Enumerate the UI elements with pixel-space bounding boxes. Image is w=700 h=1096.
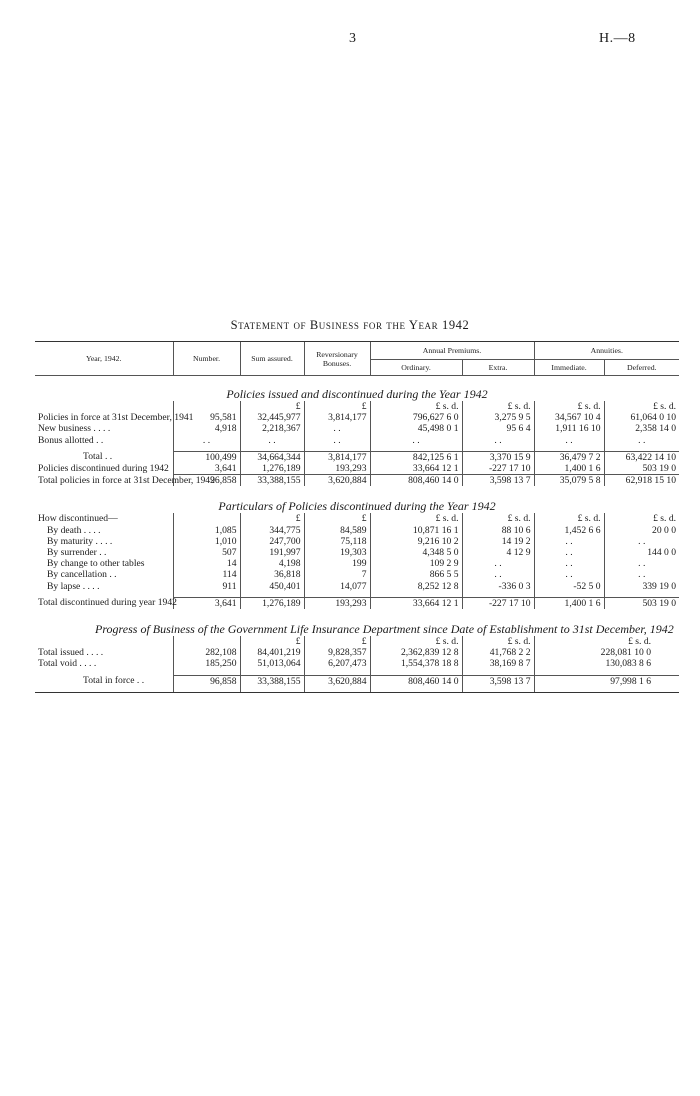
cell-number: 95,581 xyxy=(173,412,240,423)
cell-ordinary: 796,627 6 0 xyxy=(370,412,462,423)
row-label: Bonus allotted . . xyxy=(38,434,104,446)
header-deferred: Deferred. xyxy=(604,360,679,376)
cell-extra: 3,598 13 7 xyxy=(462,675,534,687)
cell-number: 96,858 xyxy=(173,475,240,487)
cell-extra: 3,370 15 9 xyxy=(462,451,534,463)
cell-sum-assured: 191,997 xyxy=(240,547,304,558)
cell-ordinary: 10,871 16 1 xyxy=(370,525,462,536)
unit-label: £ s. d. xyxy=(534,636,679,647)
cell-extra: 3,275 9 5 xyxy=(462,412,534,423)
cell-reversionary: 7 xyxy=(304,569,370,580)
row-label: Total discontinued during year 1942 xyxy=(38,597,177,609)
cell-ordinary: 45,498 0 1 xyxy=(370,423,462,434)
unit-label: £ xyxy=(240,513,304,524)
row-label: Policies discontinued during 1942 xyxy=(38,463,169,475)
page-reference: H.—8 xyxy=(599,31,636,46)
unit-label: £ xyxy=(304,636,370,647)
cell-reversionary: 3,814,177 xyxy=(304,412,370,423)
cell-sum-assured: 34,664,344 xyxy=(240,451,304,463)
unit-label: £ s. d. xyxy=(604,513,679,524)
cell-ordinary: 33,664 12 1 xyxy=(370,597,462,609)
cell-number: 3,641 xyxy=(173,597,240,609)
cell-number: 3,641 xyxy=(173,463,240,475)
header-ordinary: Ordinary. xyxy=(370,360,462,376)
unit-label: £ xyxy=(304,513,370,524)
cell-ordinary: 4,348 5 0 xyxy=(370,547,462,558)
cell-number: 507 xyxy=(173,547,240,558)
statement-title: Statement of Business for the Year 1942 xyxy=(230,318,470,332)
cell-extra: -227 17 10 xyxy=(462,463,534,475)
cell-ordinary: 1,554,378 18 8 xyxy=(370,658,462,669)
unit-label: £ s. d. xyxy=(462,636,534,647)
unit-label: £ xyxy=(304,401,370,412)
unit-label: £ s. d. xyxy=(370,513,462,524)
cell-reversionary: 3,620,884 xyxy=(304,675,370,687)
cell-annuities: 97,998 1 6 xyxy=(534,675,679,687)
unit-label: £ s. d. xyxy=(534,513,604,524)
cell-ordinary: 808,460 14 0 xyxy=(370,675,462,687)
table-row xyxy=(35,412,679,423)
header-annuities: Annuities. xyxy=(534,342,679,360)
cell-immediate: 1,400 1 6 xyxy=(534,597,604,609)
table-row xyxy=(35,536,679,547)
cell-ordinary: 866 5 5 xyxy=(370,569,462,580)
statement-table xyxy=(35,341,679,693)
cell-immediate: 34,567 10 4 xyxy=(534,412,604,423)
header-year: Year, 1942. xyxy=(35,342,173,376)
header-number: Number. xyxy=(173,342,240,376)
table-row xyxy=(35,463,679,475)
table-row xyxy=(35,675,679,687)
table-row xyxy=(35,569,679,580)
cell-extra: -227 17 10 xyxy=(462,597,534,609)
cell-deferred: 63,422 14 10 xyxy=(604,451,679,463)
cell-reversionary: 193,293 xyxy=(304,597,370,609)
cell-immediate: 1,400 1 6 xyxy=(534,463,604,475)
cell-extra: 14 19 2 xyxy=(462,536,534,547)
section1-title: Policies issued and discontinued during the Year 1942 xyxy=(226,387,488,401)
page-number: 3 xyxy=(349,31,356,46)
cell-extra: 88 10 6 xyxy=(462,525,534,536)
cell-extra: -336 0 3 xyxy=(462,581,534,592)
cell-annuities: 228,081 10 0 xyxy=(534,647,679,658)
cell-sum-assured: 450,401 xyxy=(240,581,304,592)
cell-reversionary: 84,589 xyxy=(304,525,370,536)
cell-ordinary: 33,664 12 1 xyxy=(370,463,462,475)
unit-label: £ s. d. xyxy=(462,513,534,524)
cell-extra: . . xyxy=(462,569,534,580)
header-reversionary-bonuses: Reversionary Bonuses. xyxy=(304,342,370,376)
cell-immediate: . . xyxy=(534,569,604,580)
table-row xyxy=(35,435,679,446)
cell-reversionary: 9,828,357 xyxy=(304,647,370,658)
section3-title: Progress of Business of the Government Life Insurance Department since Date of Establishment to 31st December, 1942 xyxy=(95,622,674,637)
cell-reversionary: 3,814,177 xyxy=(304,451,370,463)
cell-immediate: . . xyxy=(534,435,604,446)
table-row xyxy=(35,647,679,658)
section2-title: Particulars of Policies discontinued during the Year 1942 xyxy=(218,499,496,514)
row-label: By change to other tables xyxy=(47,558,145,570)
row-label: Total void . . . . xyxy=(38,658,97,670)
cell-deferred: 339 19 0 xyxy=(604,581,679,592)
cell-ordinary: 842,125 6 1 xyxy=(370,451,462,463)
cell-deferred: 503 19 0 xyxy=(604,463,679,475)
table-row xyxy=(35,547,679,558)
unit-label: £ xyxy=(240,401,304,412)
cell-number: 1,085 xyxy=(173,525,240,536)
table-row xyxy=(35,581,679,592)
cell-extra: 4 12 9 xyxy=(462,547,534,558)
cell-annuities: 130,083 8 6 xyxy=(534,658,679,669)
cell-deferred: 20 0 0 xyxy=(604,525,679,536)
table-row xyxy=(35,525,679,536)
cell-deferred: 503 19 0 xyxy=(604,597,679,609)
cell-sum-assured: 4,198 xyxy=(240,558,304,569)
cell-ordinary: . . xyxy=(370,435,462,446)
cell-deferred: 61,064 0 10 xyxy=(604,412,679,423)
cell-reversionary: . . xyxy=(304,423,370,434)
cell-ordinary: 8,252 12 8 xyxy=(370,581,462,592)
cell-deferred: 2,358 14 0 xyxy=(604,423,679,434)
cell-extra: 38,169 8 7 xyxy=(462,658,534,669)
table-row xyxy=(35,597,679,609)
cell-sum-assured: . . xyxy=(240,435,304,446)
unit-label: £ xyxy=(240,636,304,647)
cell-reversionary: 6,207,473 xyxy=(304,658,370,669)
cell-extra: 95 6 4 xyxy=(462,423,534,434)
cell-reversionary: 19,303 xyxy=(304,547,370,558)
row-label: Total issued . . . . xyxy=(38,647,104,659)
cell-immediate: 35,079 5 8 xyxy=(534,475,604,487)
header-extra: Extra. xyxy=(462,360,534,376)
cell-deferred: . . xyxy=(604,558,679,569)
row-label: By surrender . . xyxy=(47,547,107,559)
cell-sum-assured: 33,388,155 xyxy=(240,475,304,487)
cell-extra: 41,768 2 2 xyxy=(462,647,534,658)
row-label: By death . . . . xyxy=(47,524,101,536)
cell-number: . . xyxy=(173,435,240,446)
cell-ordinary: 2,362,839 12 8 xyxy=(370,647,462,658)
cell-number: 100,499 xyxy=(173,451,240,463)
cell-reversionary: 75,118 xyxy=(304,536,370,547)
cell-deferred: . . xyxy=(604,536,679,547)
row-label: Total . . xyxy=(83,451,113,463)
unit-label: £ s. d. xyxy=(604,401,679,412)
cell-reversionary: 199 xyxy=(304,558,370,569)
cell-deferred: 62,918 15 10 xyxy=(604,475,679,487)
cell-sum-assured: 51,013,064 xyxy=(240,658,304,669)
row-label: Policies in force at 31st December, 1941 xyxy=(38,412,194,424)
unit-label: £ s. d. xyxy=(370,636,462,647)
cell-sum-assured: 1,276,189 xyxy=(240,597,304,609)
header-annual-premiums: Annual Premiums. xyxy=(370,342,534,360)
unit-label: £ s. d. xyxy=(370,401,462,412)
cell-ordinary: 109 2 9 xyxy=(370,558,462,569)
cell-number: 911 xyxy=(173,581,240,592)
cell-immediate: -52 5 0 xyxy=(534,581,604,592)
cell-reversionary: . . xyxy=(304,435,370,446)
cell-number: 14 xyxy=(173,558,240,569)
cell-sum-assured: 84,401,219 xyxy=(240,647,304,658)
row-label: Total policies in force at 31st December, 1942 xyxy=(38,474,215,486)
cell-immediate: . . xyxy=(534,536,604,547)
header-sum-assured: Sum assured. xyxy=(240,342,304,376)
cell-extra: . . xyxy=(462,435,534,446)
table-row xyxy=(35,558,679,569)
cell-sum-assured: 33,388,155 xyxy=(240,675,304,687)
cell-number: 282,108 xyxy=(173,647,240,658)
cell-ordinary: 808,460 14 0 xyxy=(370,475,462,487)
cell-deferred: 144 0 0 xyxy=(604,547,679,558)
cell-number: 96,858 xyxy=(173,675,240,687)
row-label: By lapse . . . . xyxy=(47,580,100,592)
cell-reversionary: 14,077 xyxy=(304,581,370,592)
cell-ordinary: 9,216 10 2 xyxy=(370,536,462,547)
cell-sum-assured: 32,445,977 xyxy=(240,412,304,423)
cell-reversionary: 3,620,884 xyxy=(304,475,370,487)
table-row xyxy=(35,451,679,463)
row-label: By cancellation . . xyxy=(47,569,117,581)
row-label: Total in force . . xyxy=(83,675,145,687)
cell-reversionary: 193,293 xyxy=(304,463,370,475)
table-row xyxy=(35,475,679,487)
cell-number: 1,010 xyxy=(173,536,240,547)
row-label: By maturity . . . . xyxy=(47,535,113,547)
cell-sum-assured: 1,276,189 xyxy=(240,463,304,475)
header-immediate: Immediate. xyxy=(534,360,604,376)
cell-sum-assured: 344,775 xyxy=(240,525,304,536)
table-row xyxy=(35,658,679,669)
cell-extra: 3,598 13 7 xyxy=(462,475,534,487)
cell-deferred: . . xyxy=(604,435,679,446)
cell-sum-assured: 247,700 xyxy=(240,536,304,547)
cell-immediate: 1,911 16 10 xyxy=(534,423,604,434)
row-label: New business . . . . xyxy=(38,423,111,435)
cell-immediate: 1,452 6 6 xyxy=(534,525,604,536)
table-row xyxy=(35,423,679,434)
unit-label: £ s. d. xyxy=(462,401,534,412)
cell-number: 114 xyxy=(173,569,240,580)
how-discontinued-heading: How discontinued— xyxy=(38,513,118,525)
cell-extra: . . xyxy=(462,558,534,569)
cell-immediate: . . xyxy=(534,558,604,569)
cell-immediate: . . xyxy=(534,547,604,558)
cell-number: 4,918 xyxy=(173,423,240,434)
cell-sum-assured: 2,218,367 xyxy=(240,423,304,434)
cell-sum-assured: 36,818 xyxy=(240,569,304,580)
cell-immediate: 36,479 7 2 xyxy=(534,451,604,463)
cell-number: 185,250 xyxy=(173,658,240,669)
cell-deferred: . . xyxy=(604,569,679,580)
unit-label: £ s. d. xyxy=(534,401,604,412)
